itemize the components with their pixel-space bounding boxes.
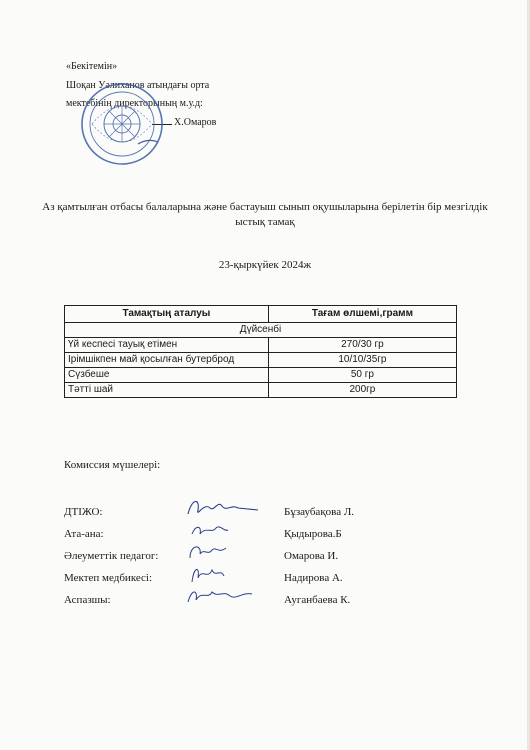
header-dish: Тамақтың аталуы	[65, 306, 269, 323]
document-date: 23-қыркүйек 2024ж	[218, 259, 312, 271]
table-header-row	[65, 306, 457, 323]
day-label: Дүйсенбі	[65, 323, 457, 338]
commission-member	[64, 506, 484, 522]
member-role: Аспазшы:	[64, 594, 111, 606]
table-row	[65, 368, 457, 383]
signatory-name: Х.Омаров	[174, 116, 217, 128]
commission-member	[64, 550, 484, 566]
member-name: Бұзаубақова Л.	[284, 506, 355, 518]
portion-cell: 200гр	[268, 383, 456, 398]
member-role: Әлеуметтік педагог:	[64, 550, 159, 562]
dish-cell: Тәтті шай	[65, 383, 269, 398]
table-row	[65, 383, 457, 398]
menu-table	[64, 305, 457, 398]
member-name: Надирова А.	[284, 572, 343, 584]
portion-cell: 50 гр	[268, 368, 456, 383]
commission-member	[64, 528, 484, 544]
approval-heading: «Бекітемін»	[66, 61, 118, 72]
member-name: Омарова И.	[284, 550, 339, 562]
header-portion: Тағам өлшемі,грамм	[268, 306, 456, 323]
day-row	[65, 323, 457, 338]
approval-line-1: Шоқан Уәлиханов атындағы орта	[66, 79, 210, 91]
dish-cell: Үй кеспесі тауық етімен	[65, 338, 269, 353]
member-name: Ауганбаева К.	[284, 594, 351, 606]
dish-cell: Ірімшікпен май қосылған бутерброд	[65, 353, 269, 368]
document-title: Аз қамтылған отбасы балаларына және бастауыш сынып оқушыларына берілетін бір мезгілдік ыстық тамақ	[42, 201, 488, 228]
portion-cell: 10/10/35гр	[268, 353, 456, 368]
approval-line-2: мектебінің директорының м.у.д:	[66, 98, 203, 109]
table-row	[65, 338, 457, 353]
signature-icon	[182, 582, 262, 610]
commission-member	[64, 572, 484, 588]
member-role: Мектеп медбикесі:	[64, 572, 153, 584]
table-row	[65, 353, 457, 368]
commission-member	[64, 594, 484, 610]
portion-cell: 270/30 гр	[268, 338, 456, 353]
member-role: Ата-ана:	[64, 528, 104, 540]
school-seal-icon	[78, 80, 166, 168]
member-name: Қыдырова.Б	[284, 528, 342, 540]
dish-cell: Сүзбеше	[65, 368, 269, 383]
commission-heading: Комиссия мүшелері:	[64, 459, 161, 471]
member-role: ДТІЖО:	[64, 506, 103, 518]
